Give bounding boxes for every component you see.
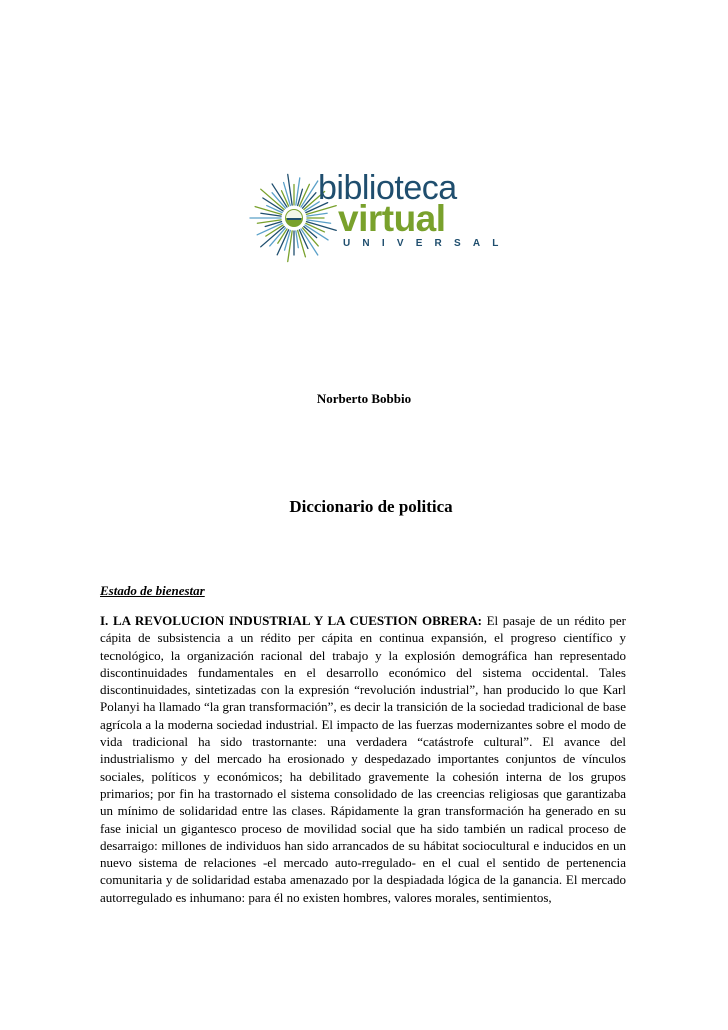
biblioteca-virtual-logo: [246, 168, 511, 264]
book-title: Diccionario de politica: [289, 497, 453, 516]
logo-text-universal: UNIVERSAL: [343, 238, 511, 249]
body-paragraph: [100, 612, 626, 906]
logo-text-biblioteca: biblioteca: [318, 169, 457, 207]
section-text: El pasaje de un rédito per cápita de subsistencia a un rédito per cápita en continua expansión, el progreso científico y tecnológico, la organización racional del trabajo y la explosión demográfica han representado discontinuidades fundamentales en el desarrollo económico del sistema occidental. Tales discontinuidades, sintetizadas con la expresión “revolución industrial”, han producido lo que Karl Polanyi ha llamado “la gran transformación”, es decir la transición de la sociedad tradicional de base agrícola a la moderna sociedad industrial. El impacto de las fuerzas modernizantes sobre el modo de vida tradicional ha sido trastornante: una verdadera “catástrofe cultural”. El avance del industrialismo y del mercado ha erosionado y despedazado importantes conjuntos de vínculos sociales, políticos y económicos; ha debilitado gravemente la cohesión interna de los grupos primarios; por fin ha trastornado el sistema consolidado de las creencias religiosas que garantizaba un mínimo de solidaridad entre las clases. Rápidamente la gran transformación ha generado en su fase inicial un gigantesco proceso de movilidad social que ha sido también un radical proceso de desarraigo: millones de individuos han sido arrancados de su hábitat sociocultural e inducidos en un nuevo sistema de relaciones -el mercado auto-rregulado- en el cual el sentido de pertenencia comunitaria y de solidaridad estaba amenazado por la despiadada lógica de la ganancia. El mercado autorregulado es inhumano: para él no existen hombres, valores morales, sentimientos,: [100, 613, 626, 905]
author-name: Norberto Bobbio: [316, 391, 412, 406]
entry-title: Estado de bienestar: [100, 583, 205, 598]
logo-text-virtual: virtual: [338, 198, 446, 239]
section-heading: I. LA REVOLUCION INDUSTRIAL Y LA CUESTION OBRERA:: [100, 613, 482, 628]
